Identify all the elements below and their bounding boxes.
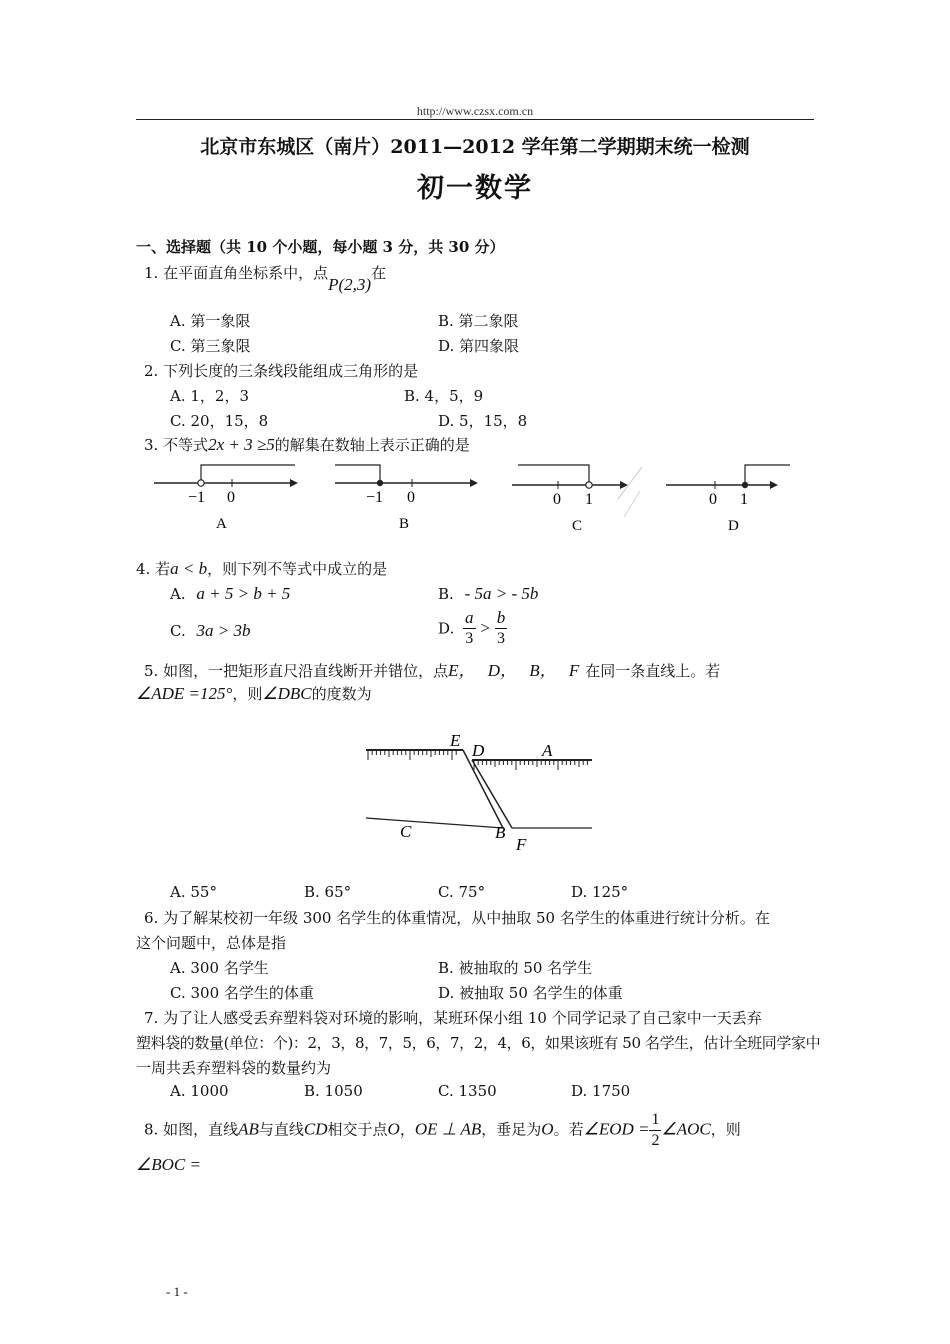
q4-d-label: D. <box>438 619 455 638</box>
q5-option-d: D. 125° <box>571 883 629 901</box>
q7-option-d: D. 1750 <box>571 1082 631 1100</box>
q4-d-op: > <box>480 618 490 638</box>
q3-b-tick-0: 0 <box>407 489 415 506</box>
label-e: E <box>450 731 461 750</box>
q2-option-c: C. 20，15，8 <box>170 412 269 430</box>
subject-title: 初一数学 <box>417 173 533 204</box>
q1-option-c: C. 第三象限 <box>170 337 251 355</box>
exam-title: 北京市东城区（南片）2011—2012 学年第二学期期末统一检测 <box>200 136 750 158</box>
q7-option-a: A. 1000 <box>170 1082 229 1100</box>
frac-den: 2 <box>651 1132 660 1149</box>
q8-aoc: ∠AOC <box>661 1119 711 1139</box>
q3-b-label: B <box>399 516 410 532</box>
q8-o: O <box>387 1119 400 1139</box>
q7-line1: 7. 为了让人感受丢弃塑料袋对环境的影响，某班环保小组 10 个同学记录了自己家中一天丢弃 <box>144 1009 762 1027</box>
q5-stem-text-3: ，则 <box>232 685 263 703</box>
q4-d-frac-b <box>495 608 508 649</box>
q4-option-a <box>170 584 290 604</box>
q8-text-3: 相交于点 <box>327 1120 388 1139</box>
q4-stem-text: 4. 若 <box>136 560 171 578</box>
q8-o-2: O <box>541 1119 554 1139</box>
q1-point: P(2,3) <box>328 275 372 294</box>
q4-option-b <box>438 584 538 604</box>
q3-b-tick-1: −1 <box>366 489 384 506</box>
page-number: - 1 - <box>166 1284 188 1299</box>
header-url: http://www.czsx.com.cn <box>416 104 534 118</box>
q3-stem <box>144 434 470 455</box>
q8-text-1: 8. 如图，直线 <box>144 1120 239 1139</box>
q3-stem-text-2: 的解集在数轴上表示正确的是 <box>274 436 470 454</box>
q4-option-d <box>438 608 507 649</box>
q6-option-a: A. 300 名学生 <box>170 959 269 977</box>
q4-c-label: C. <box>170 622 186 640</box>
q5-points: E， D， B， F <box>448 661 580 680</box>
frac-den: 3 <box>496 630 505 647</box>
q5-angle: ∠ADE =125° <box>136 684 233 703</box>
q8-text-5: ，垂足为 <box>481 1120 542 1139</box>
label-c: C <box>400 822 412 841</box>
q5-stem-text-4: 的度数为 <box>311 685 372 703</box>
section-heading: 一、选择题（共 10 个小题，每小题 3 分，共 30 分） <box>136 238 505 256</box>
q8-cd: CD <box>303 1119 328 1139</box>
frac-num: a <box>465 608 474 627</box>
q5-target-angle: ∠DBC <box>262 684 312 703</box>
q4-a-expr: a + 5 > b + 5 <box>196 584 291 603</box>
q4-a-label: A. <box>170 585 186 603</box>
q8-eod: ∠EOD = <box>583 1119 650 1139</box>
label-f: F <box>516 835 527 854</box>
q4-b-label: B. <box>438 585 454 603</box>
q8-text-7: ，则 <box>710 1120 741 1139</box>
q3-fig-d <box>666 465 790 534</box>
q8-text-6: 。若 <box>553 1120 584 1139</box>
q4-c-expr: 3a > 3b <box>196 621 251 640</box>
q3-c-tick-0: 0 <box>553 491 561 508</box>
q7-option-c: C. 1350 <box>438 1082 497 1100</box>
q6-option-c: C. 300 名学生的体重 <box>170 984 314 1002</box>
label-b: B <box>495 823 506 842</box>
q4-option-c <box>170 621 250 641</box>
q5-option-b: B. 65° <box>304 883 352 901</box>
q5-ruler-figure <box>360 730 600 860</box>
q3-a-tick-1: −1 <box>188 489 206 506</box>
q3-fig-a <box>154 465 298 532</box>
q7-option-b: B. 1050 <box>304 1082 363 1100</box>
frac-num: 1 <box>649 1110 661 1131</box>
q3-inequality: 2x + 3 ≥5 <box>208 435 275 454</box>
q6-line1: 6. 为了解某校初一年级 300 名学生的体重情况，从中抽取 50 名学生的体重进行统计分析。在 <box>144 909 770 927</box>
q4-stem <box>136 558 387 579</box>
q1-option-a: A. 第一象限 <box>170 312 251 330</box>
q5-stem-line1 <box>144 656 720 681</box>
q5-stem-text-2: 在同一条直线上。若 <box>585 662 721 680</box>
q2-option-b: B. 4，5，9 <box>404 387 484 405</box>
q3-a-tick-0: 0 <box>227 489 235 506</box>
q2-stem: 2. 下列长度的三条线段能组成三角形的是 <box>144 362 419 380</box>
q3-number-lines <box>140 455 820 545</box>
q5-stem-text: 5. 如图，一把矩形直尺沿直线断开并错位，点 <box>144 662 449 680</box>
q8-ab: AB <box>238 1119 259 1139</box>
q8-perp: OE ⊥ AB <box>414 1119 482 1139</box>
q3-c-tick-1: 1 <box>585 491 593 508</box>
q3-d-tick-0: 0 <box>709 491 717 508</box>
q3-d-tick-1: 1 <box>740 491 748 508</box>
q5-option-a: A. 55° <box>170 883 217 901</box>
q5-option-c: C. 75° <box>438 883 486 901</box>
q1-option-d: D. 第四象限 <box>438 337 520 355</box>
q1-option-b: B. 第二象限 <box>438 312 519 330</box>
q8-half <box>649 1110 661 1151</box>
q4-d-frac-a <box>463 608 476 649</box>
q7-line3: 一周共丢弃塑料袋的数量约为 <box>136 1059 332 1077</box>
q7-line2: 塑料袋的数量(单位：个)：2，3，8，7，5，6，7，2，4，6，如果该班有 50 名学生，估计全班同学家中 <box>136 1034 821 1052</box>
q1-stem-text: 1. 在平面直角坐标系中，点 <box>144 264 329 282</box>
q3-d-label: D <box>728 518 739 534</box>
label-d: D <box>472 741 485 760</box>
q4-stem-text-2: ，则下列不等式中成立的是 <box>207 560 388 578</box>
q2-option-d: D. 5，15，8 <box>438 412 528 430</box>
q6-line2: 这个问题中，总体是指 <box>136 934 287 952</box>
q5-stem-line2 <box>136 683 372 704</box>
q1-stem-text-2: 在 <box>371 264 387 282</box>
q8-stem-line2: ∠BOC = <box>136 1155 201 1174</box>
open-circle-marker <box>586 482 592 488</box>
q3-fig-b <box>335 465 478 532</box>
label-a: A <box>542 741 553 760</box>
frac-den: 3 <box>465 630 474 647</box>
q3-a-label: A <box>216 516 227 532</box>
q6-option-b: B. 被抽取的 50 名学生 <box>438 959 593 977</box>
q2-option-a: A. 1，2，3 <box>170 387 249 405</box>
filled-circle-marker <box>742 482 748 488</box>
q3-c-label: C <box>572 518 583 534</box>
q8-text-2: 与直线 <box>258 1120 304 1139</box>
q3-stem-text: 3. 不等式 <box>144 436 209 454</box>
q3-fig-c <box>512 465 642 534</box>
frac-num: b <box>496 608 506 627</box>
q8-stem-line1 <box>144 1110 741 1151</box>
q8-text-4: ， <box>399 1120 415 1139</box>
q6-option-d: D. 被抽取 50 名学生的体重 <box>438 984 623 1002</box>
header-rule <box>136 119 814 120</box>
q4-condition: a < b <box>170 559 208 578</box>
q4-b-expr: - 5a > - 5b <box>464 584 539 603</box>
open-circle-marker <box>198 480 204 486</box>
filled-circle-marker <box>377 480 383 486</box>
q1-stem <box>144 262 387 294</box>
